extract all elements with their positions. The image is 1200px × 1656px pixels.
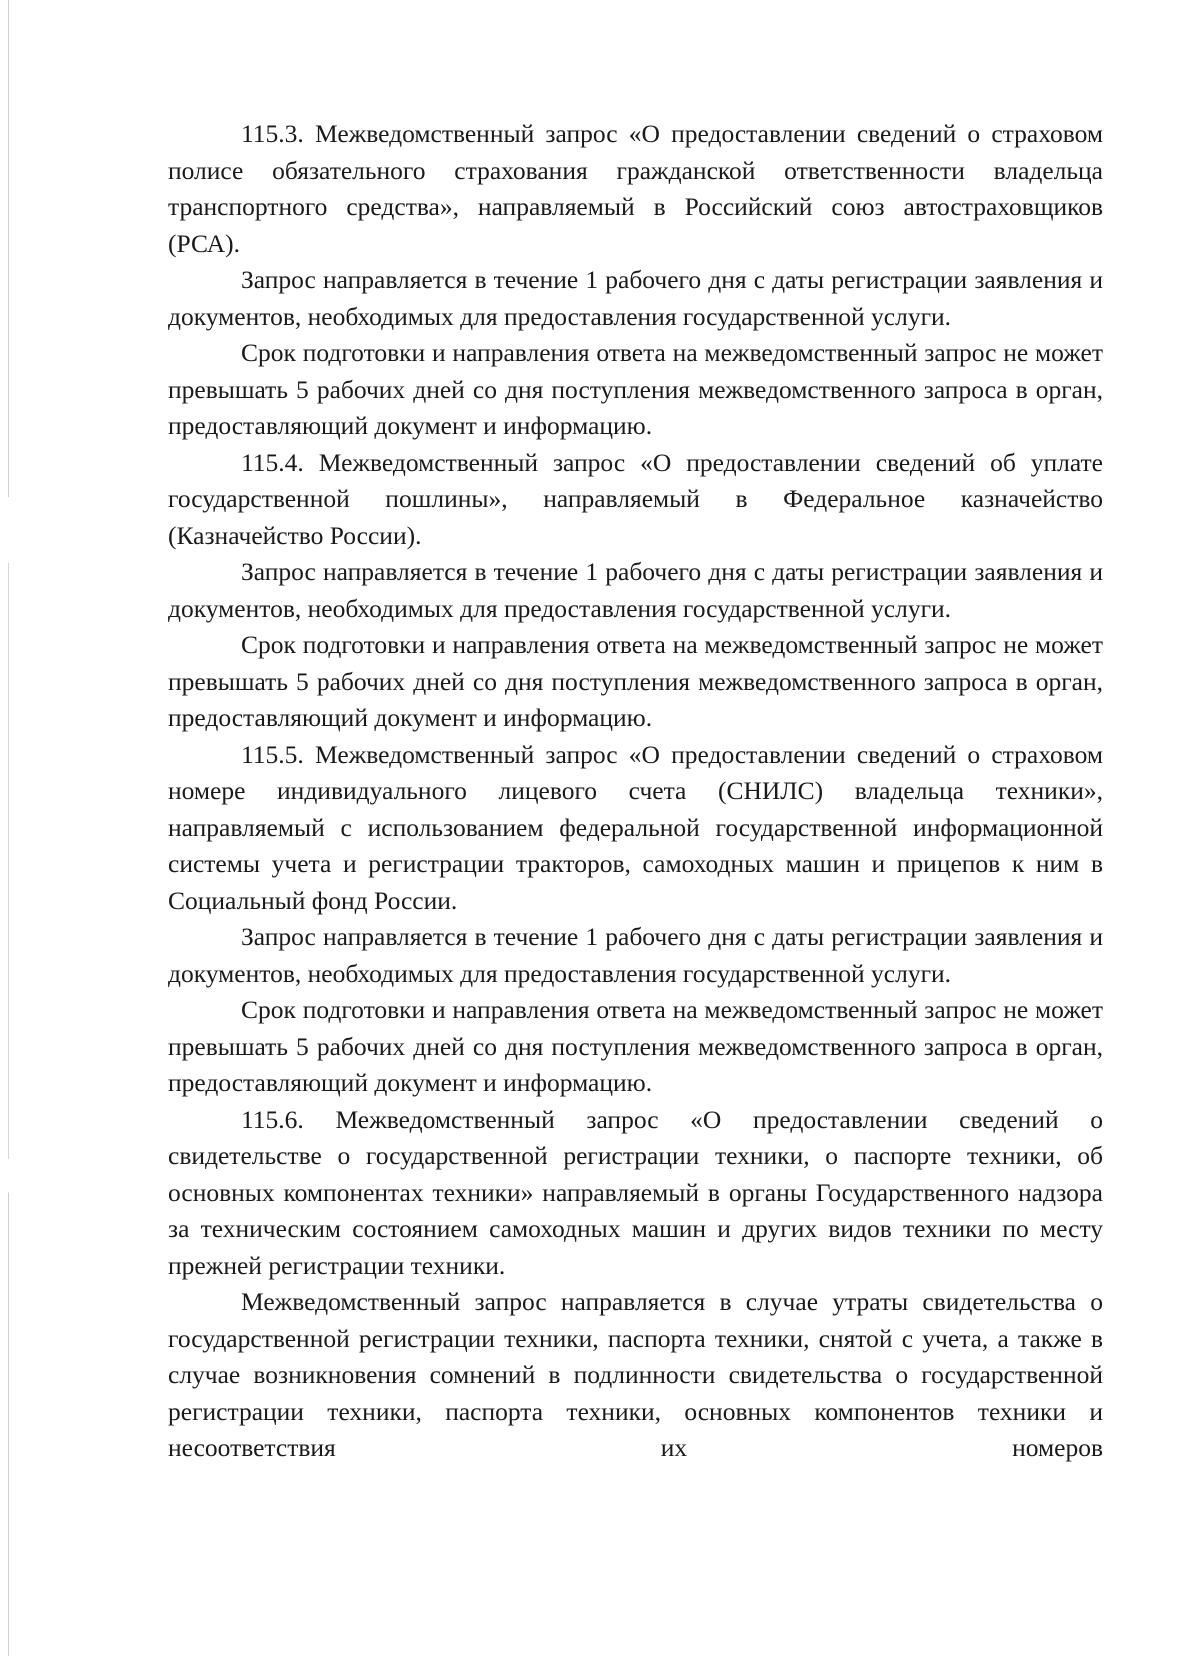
paragraph-115-6: 115.6. Межведомственный запрос «О предоставлении сведений о свидетельстве о государственной регистрации техники, о паспорте техники, об основных компонентах техники» направляемый в органы Государственного надзора за техническим состоянием самоходных машин и других видов техники по месту прежней регистрации техники.: [168, 1104, 1103, 1280]
paragraph-request-timing: Запрос направляется в течение 1 рабочего дня с даты регистрации заявления и документов, необходимых для предоставления государственной услуги.: [168, 922, 1103, 988]
document-body: [168, 116, 1103, 1467]
paragraph-response-deadline: Срок подготовки и направления ответа на межведомственный запрос не может превышать 5 рабочих дней со дня поступления межведомственного запроса в орган, предоставляющий документ и информацию.: [168, 995, 1103, 1097]
paragraph-loss-conditions: Межведомственный запрос направляется в случае утраты свидетельства о государственной регистрации техники, паспорта техники, снятой с учета, а также в случае возникновения сомнений в подлинности свидетельства о государственной регистрации техники, паспорта техники, основных компонентов техники и несоответствия их номеров: [168, 1287, 1103, 1462]
paragraph-response-deadline: Срок подготовки и направления ответа на межведомственный запрос не может превышать 5 рабочих дней со дня поступления межведомственного запроса в орган, предоставляющий документ и информацию.: [168, 630, 1103, 732]
paragraph-115-4: 115.4. Межведомственный запрос «О предоставлении сведений об уплате государственной пошлины», направляемый в Федеральное казначейство (Казначейство России).: [168, 447, 1103, 550]
scan-edge-line: [8, 0, 9, 1656]
paragraph-115-5: 115.5. Межведомственный запрос «О предоставлении сведений о страховом номере индивидуального лицевого счета (СНИЛС) владельца техники», направляемый с использованием федеральной государственной информационной системы учета и регистрации тракторов, самоходных машин и прицепов к ним в Социальный фонд России.: [168, 739, 1103, 915]
paragraph-response-deadline: Срок подготовки и направления ответа на межведомственный запрос не может превышать 5 рабочих дней со дня поступления межведомственного запроса в орган, предоставляющий документ и информацию.: [168, 338, 1103, 440]
paragraph-115-3: 115.3. Межведомственный запрос «О предоставлении сведений о страховом полисе обязательного страхования гражданской ответственности владельца транспортного средства», направляемый в Российский союз автостраховщиков (РСА).: [168, 119, 1103, 258]
paragraph-request-timing: Запрос направляется в течение 1 рабочего дня с даты регистрации заявления и документов, необходимых для предоставления государственной услуги.: [168, 557, 1103, 623]
paragraph-request-timing: Запрос направляется в течение 1 рабочего дня с даты регистрации заявления и документов, необходимых для предоставления государственной услуги.: [168, 265, 1103, 331]
